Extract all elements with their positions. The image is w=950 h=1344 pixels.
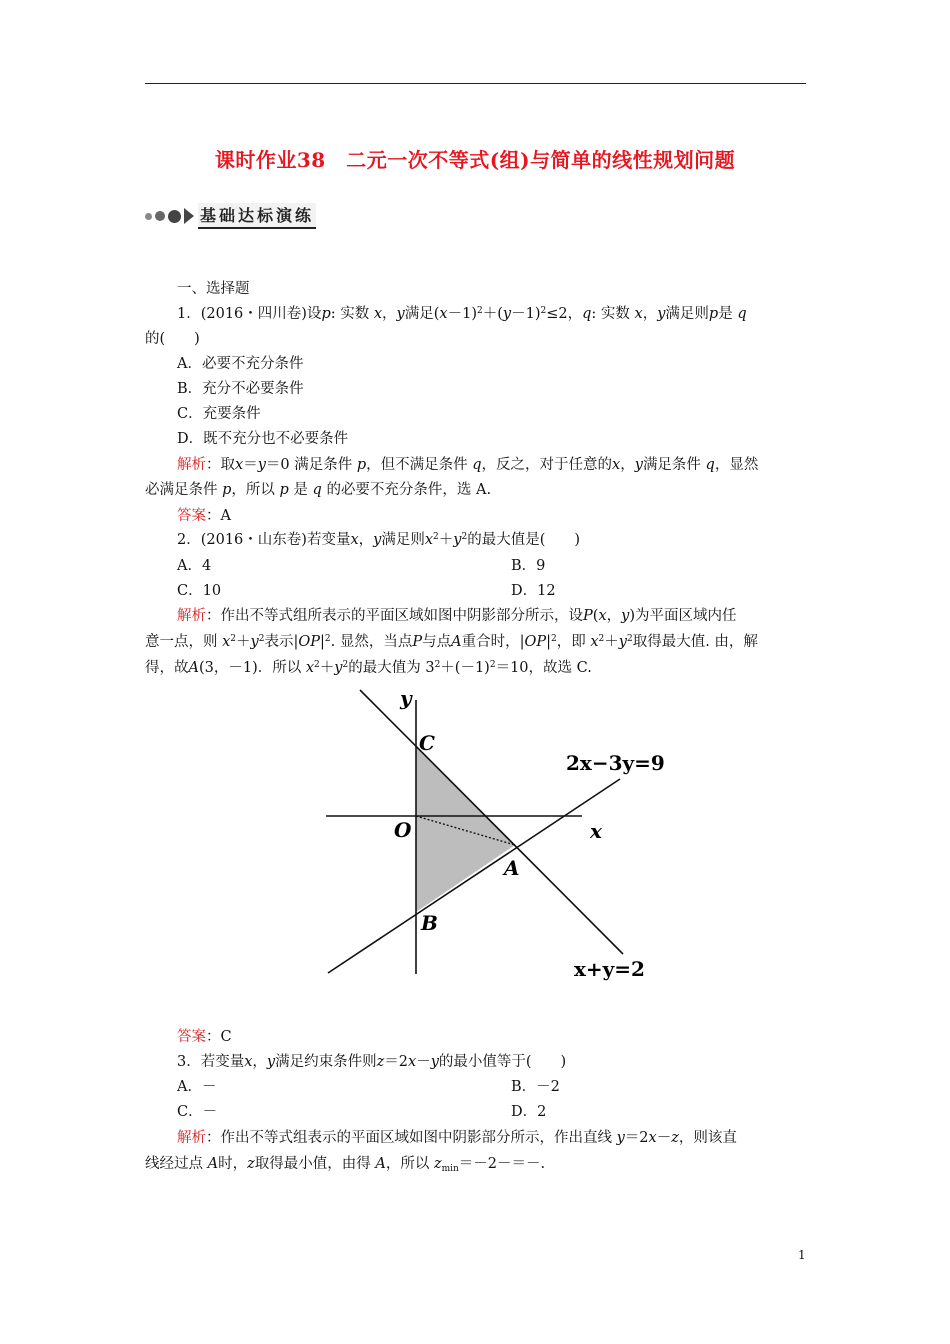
q2-analysis-line2: 意一点，则 $x^2+y^2$表示$|OP|^2$. 显然，当点P与点A重合时，$|OP|^2$，即 $x^2+y^2$取得最大值. 由，解 xyxy=(145,634,758,650)
q3-option-d: D．2 xyxy=(511,1104,547,1120)
page-title: 课时作业38 二元一次不等式(组)与简单的线性规划问题 xyxy=(214,148,736,172)
label-line-x-y: x+y=2 xyxy=(574,957,645,981)
label-x: x xyxy=(590,819,602,843)
q2-option-d: D．12 xyxy=(511,583,556,599)
q2-option-c: C．10 xyxy=(177,583,222,599)
banner-dot-small-icon xyxy=(145,213,152,220)
q1-option-b: B．充分不必要条件 xyxy=(177,381,304,397)
q2-answer: 答案：C xyxy=(177,1029,232,1045)
q2-stem: 2．(2016・山东卷)若变量x，y满足则$x^2+y^2$的最大值是( ) xyxy=(177,532,581,548)
q1-answer: 答案：A xyxy=(177,508,231,524)
answer-label: 答案 xyxy=(177,508,206,524)
q3-analysis-line1: 解析：作出不等式组表示的平面区域如图中阴影部分所示，作出直线 y＝2x－z，则该直 xyxy=(177,1130,737,1146)
q1-option-a: A．必要不充分条件 xyxy=(177,356,304,372)
banner-dot-medium-icon xyxy=(155,211,165,221)
q2-analysis-line3: 得，故A(3，－1)．所以 $x^2+y^2$的最大值为 $3^2+(-1)^2=10$，故选 C. xyxy=(145,660,592,676)
q2-analysis-line1: 解析：作出不等式组所表示的平面区域如图中阴影部分所示，设P(x，y)为平面区域内任 xyxy=(177,608,737,624)
page-number: 1 xyxy=(798,1248,806,1262)
label-O: O xyxy=(394,818,412,842)
q3-option-c: C．－ xyxy=(177,1104,218,1120)
q1-stem-line1: 1．(2016・四川卷)设p: 实数 x，y满足$(x-1)^2+(y-1)^2\le 2$，q: 实数 x，y满足则p是 q xyxy=(177,306,747,322)
q2-option-b: B．9 xyxy=(511,558,546,574)
label-C: C xyxy=(419,731,435,755)
banner-arrow-icon xyxy=(184,208,194,224)
q1-analysis-line2: 必满足条件 p，所以 p 是 q 的必要不充分条件，选 A. xyxy=(145,482,492,498)
q2-option-a: A．4 xyxy=(177,558,212,574)
label-y: y xyxy=(400,686,412,710)
q1-stem-line2: 的( ) xyxy=(145,331,200,347)
q3-analysis-line2: 线经过点 A时，z取得最小值，由得 A，所以 $z_{min}=-2-=-$. xyxy=(145,1156,546,1174)
section-banner xyxy=(145,204,316,228)
shaded-region xyxy=(416,747,515,912)
section-heading: 一、选择题 xyxy=(177,281,250,297)
feasible-region-figure xyxy=(320,682,680,987)
q1-analysis-line1: 解析：取x＝y＝0 满足条件 p，但不满足条件 q，反之，对于任意的x，y满足条件 q，显然 xyxy=(177,457,759,473)
banner-label: 基础达标演练 xyxy=(198,203,316,229)
label-A: A xyxy=(504,856,520,880)
q3-option-b: B．－2 xyxy=(511,1079,560,1095)
label-line-2x-3y: 2x−3y=9 xyxy=(566,751,665,775)
q3-stem: 3．若变量x，y满足约束条件则z＝2x－y的最小值等于( ) xyxy=(177,1054,567,1070)
banner-dot-large-icon xyxy=(168,210,181,223)
q1-option-d: D．既不充分也不必要条件 xyxy=(177,431,349,447)
q3-option-a: A．－ xyxy=(177,1079,217,1095)
analysis-label: 解析 xyxy=(177,457,206,473)
q1-option-c: C．充要条件 xyxy=(177,406,261,422)
label-B: B xyxy=(421,911,438,935)
header-rule xyxy=(145,83,806,84)
